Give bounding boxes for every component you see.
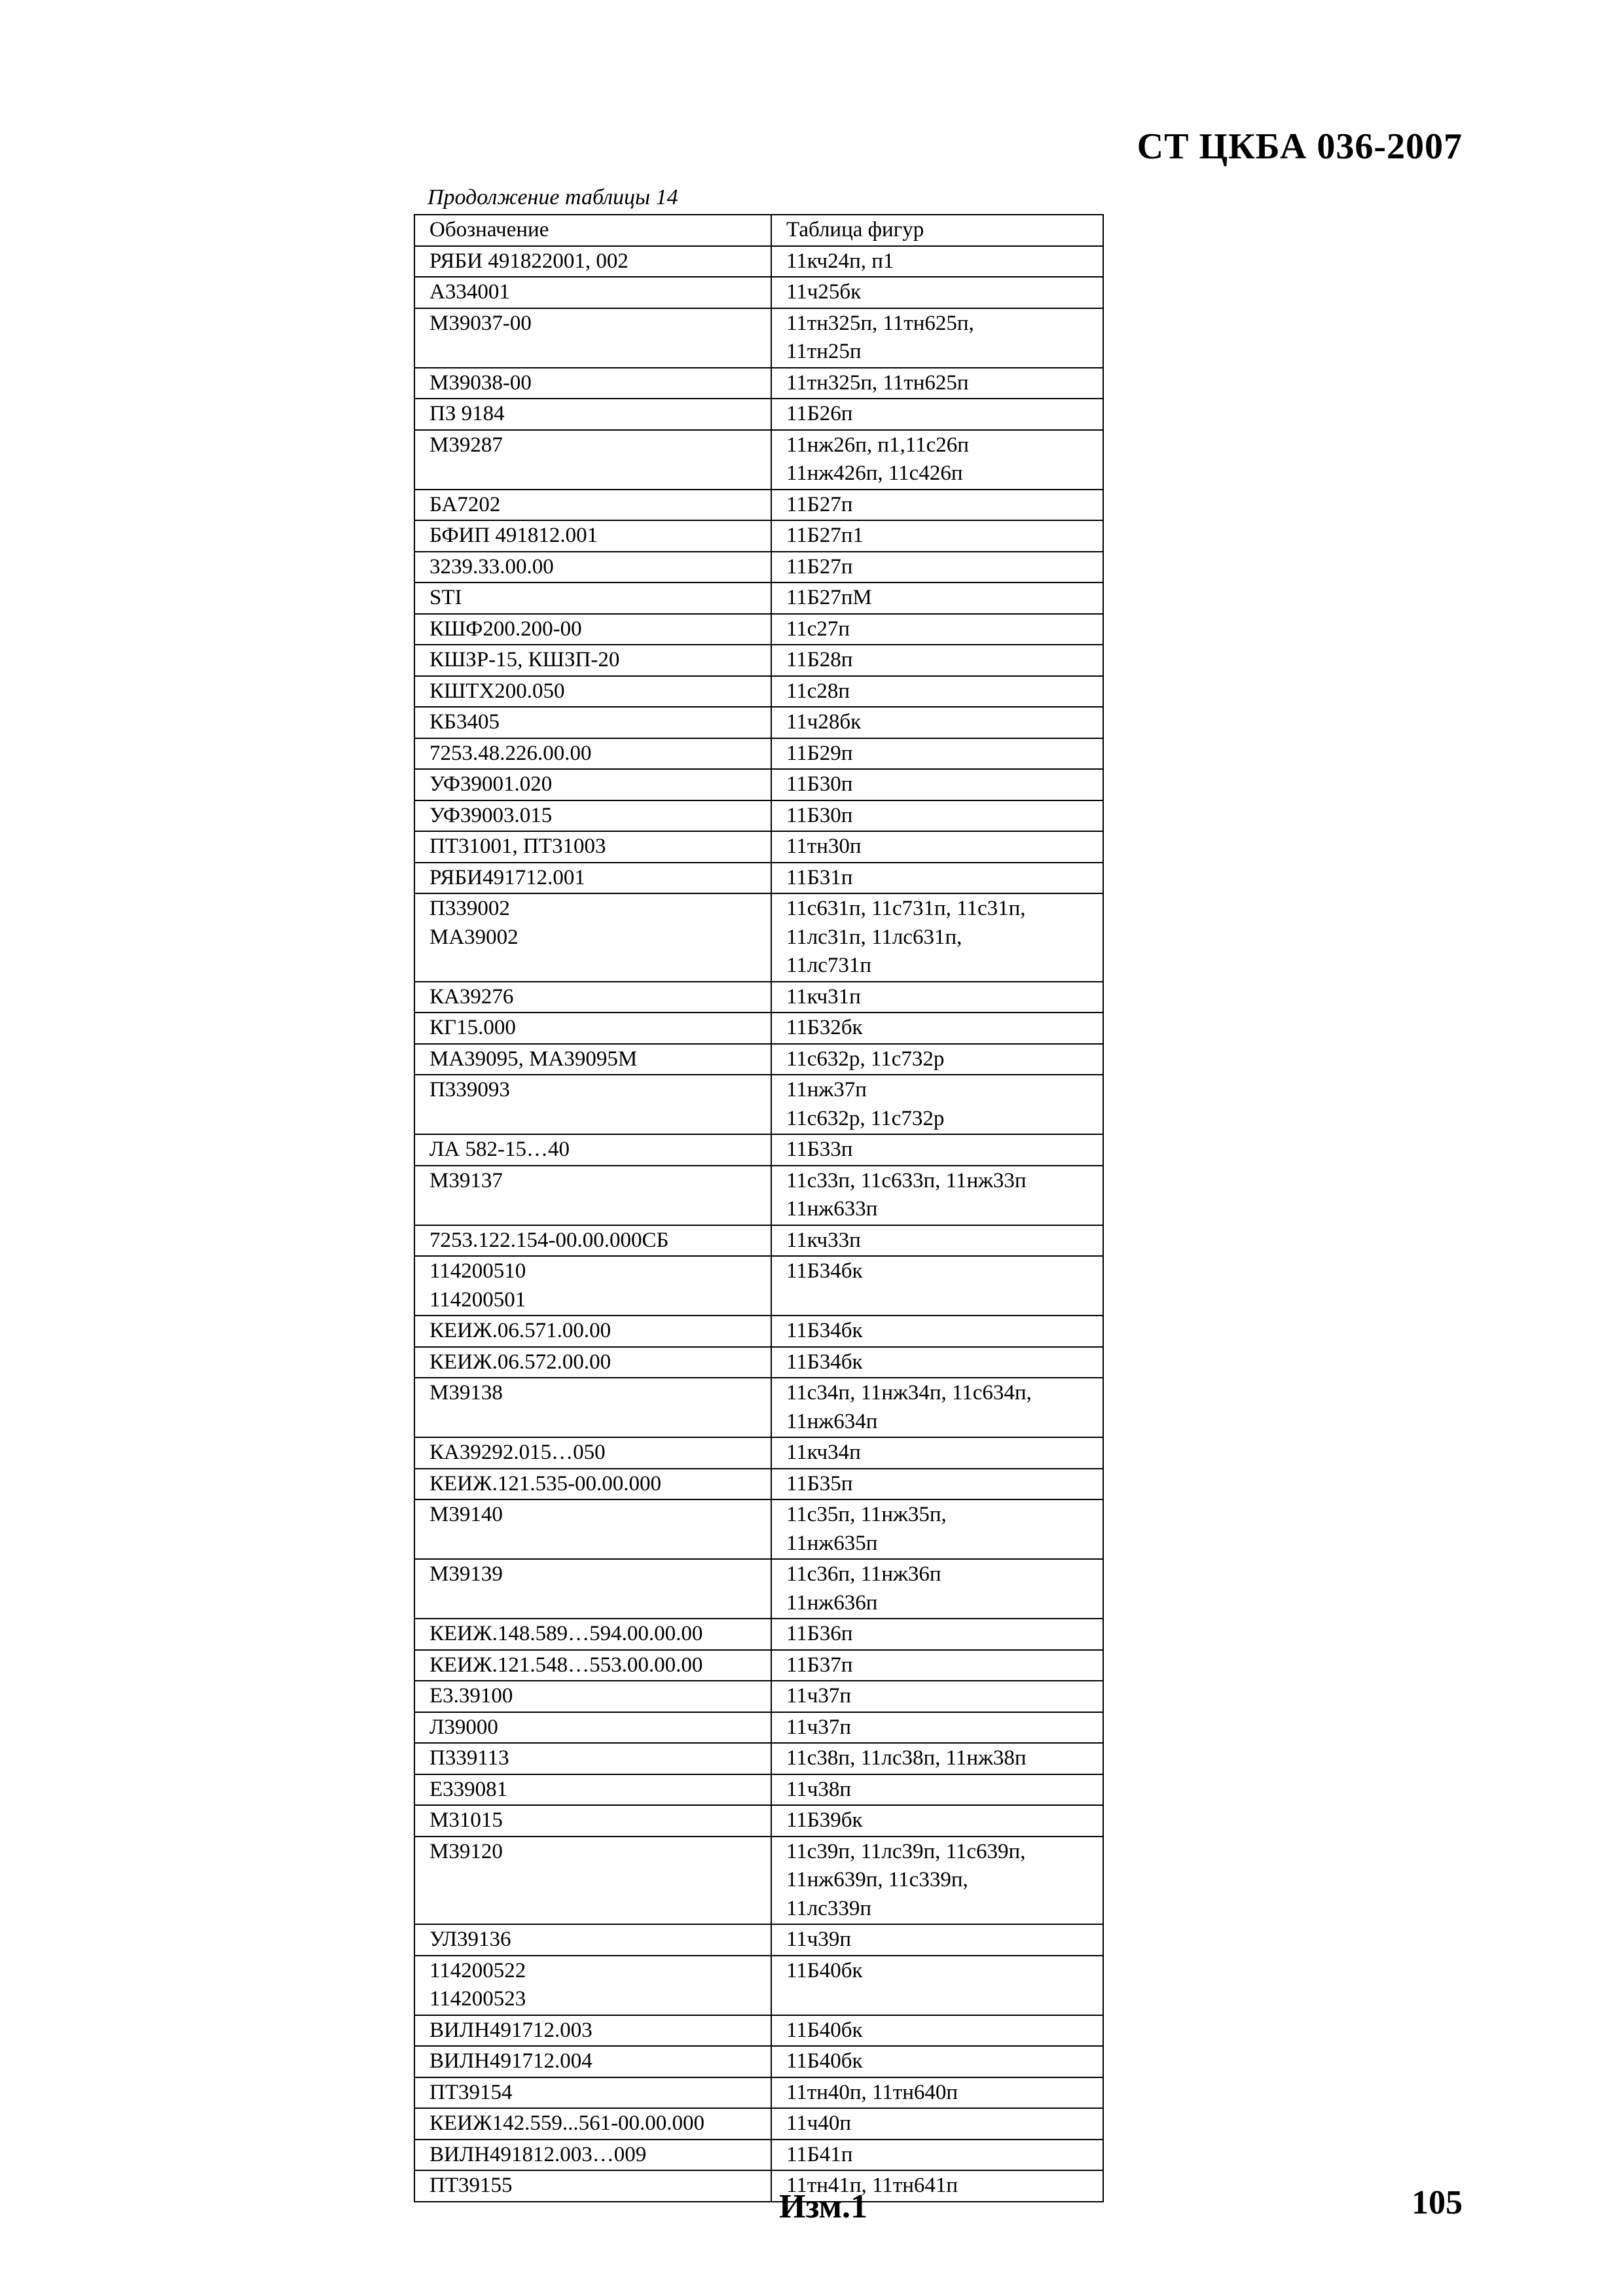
- designation-cell: ВИЛН491712.004: [414, 2046, 771, 2077]
- table-row: [414, 800, 1103, 832]
- designation-cell: М39120: [414, 1837, 771, 1925]
- table-row: [414, 1499, 1103, 1559]
- figure-table-cell: 11ч25бк: [771, 277, 1103, 308]
- figure-table-cell: 11тн325п, 11тн625п, 11тн25п: [771, 308, 1103, 368]
- figure-table-cell: 11с36п, 11нж36п 11нж636п: [771, 1559, 1103, 1619]
- figure-table-cell: 11тн30п: [771, 831, 1103, 863]
- table-row: [414, 430, 1103, 490]
- figure-table-cell: 11ч39п: [771, 1924, 1103, 1956]
- figure-table-cell: 11Б34бк: [771, 1347, 1103, 1378]
- designation-cell: ВИЛН491712.003: [414, 2015, 771, 2047]
- table-row: [414, 1225, 1103, 1257]
- figure-table-cell: 11тн325п, 11тн625п: [771, 368, 1103, 399]
- table-row: [414, 1437, 1103, 1469]
- figure-table-cell: 11кч34п: [771, 1437, 1103, 1469]
- table-row: [414, 1774, 1103, 1806]
- designation-cell: STI: [414, 583, 771, 614]
- designation-cell: КА39276: [414, 982, 771, 1013]
- designation-cell: КШЗР-15, КШЗП-20: [414, 645, 771, 676]
- designation-cell: ЛА 582-15…40: [414, 1134, 771, 1166]
- figure-table-cell: 11Б26п: [771, 399, 1103, 430]
- table-row: [414, 246, 1103, 278]
- table-row: [414, 583, 1103, 614]
- table-row: [414, 1837, 1103, 1925]
- table-row: [414, 1805, 1103, 1837]
- designation-cell: М39139: [414, 1559, 771, 1619]
- designation-cell: КЕИЖ.06.572.00.00: [414, 1347, 771, 1378]
- designation-cell: 3239.33.00.00: [414, 552, 771, 583]
- figure-table-cell: 11Б37п: [771, 1650, 1103, 1681]
- figure-table-cell: 11Б40бк: [771, 2015, 1103, 2047]
- table-row: [414, 2077, 1103, 2109]
- figure-table-cell: 11Б33п: [771, 1134, 1103, 1166]
- table-row: [414, 1619, 1103, 1650]
- table-row: [414, 982, 1103, 1013]
- table-row: [414, 893, 1103, 982]
- designation-cell: М39140: [414, 1499, 771, 1559]
- figure-table-cell: 11тн40п, 11тн640п: [771, 2077, 1103, 2109]
- table-row: [414, 1134, 1103, 1166]
- figure-table-cell: 11Б36п: [771, 1619, 1103, 1650]
- table-row: [414, 2140, 1103, 2171]
- table-row: [414, 676, 1103, 708]
- table-row: [414, 645, 1103, 676]
- table-row: [414, 1650, 1103, 1681]
- figure-table-cell: 11Б28п: [771, 645, 1103, 676]
- figure-table-cell: 11Б27пМ: [771, 583, 1103, 614]
- table-row: [414, 2170, 1103, 2202]
- figure-table-cell: 11с28п: [771, 676, 1103, 708]
- table-caption: Продолжение таблицы 14: [428, 185, 678, 209]
- table-row: [414, 1347, 1103, 1378]
- table-row: [414, 1256, 1103, 1316]
- table-row: [414, 614, 1103, 645]
- designation-cell: КБ3405: [414, 707, 771, 738]
- designation-cell: П339093: [414, 1075, 771, 1134]
- column-header-designation: Обозначение: [414, 215, 771, 246]
- table-row: [414, 1075, 1103, 1134]
- table-row: [414, 368, 1103, 399]
- table-row: [414, 308, 1103, 368]
- table-row: [414, 1956, 1103, 2015]
- table-row: [414, 2046, 1103, 2077]
- table-row: [414, 520, 1103, 552]
- designation-cell: БФИП 491812.001: [414, 520, 771, 552]
- column-header-figure-table: Таблица фигур: [771, 215, 1103, 246]
- figure-table-cell: 11с38п, 11лс38п, 11нж38п: [771, 1743, 1103, 1774]
- table-row: [414, 707, 1103, 738]
- figure-table-cell: 11Б27п: [771, 490, 1103, 521]
- table-row: [414, 738, 1103, 770]
- designation-cell: 7253.48.226.00.00: [414, 738, 771, 770]
- designation-cell: ПТ31001, ПТ31003: [414, 831, 771, 863]
- figure-table-cell: 11ч37п: [771, 1681, 1103, 1712]
- designation-cell: 7253.122.154-00.00.000СБ: [414, 1225, 771, 1257]
- figure-table-cell: 11Б41п: [771, 2140, 1103, 2171]
- figures-table: [414, 214, 1104, 2202]
- designation-cell: Л39000: [414, 1712, 771, 1744]
- designation-cell: КШТХ200.050: [414, 676, 771, 708]
- figure-table-cell: 11Б30п: [771, 800, 1103, 832]
- figure-table-cell: 11кч31п: [771, 982, 1103, 1013]
- figure-table-cell: 11ч37п: [771, 1712, 1103, 1744]
- figure-table-cell: 11с39п, 11лс39п, 11с639п, 11нж639п, 11с339п, 11лс339п: [771, 1837, 1103, 1925]
- table-row: [414, 1681, 1103, 1712]
- designation-cell: КЕИЖ142.559...561-00.00.000: [414, 2108, 771, 2140]
- figure-table-cell: 11с33п, 11с633п, 11нж33п 11нж633п: [771, 1166, 1103, 1225]
- table-row: [414, 1924, 1103, 1956]
- designation-cell: 114200510 114200501: [414, 1256, 771, 1316]
- table-row: [414, 1316, 1103, 1347]
- table-row: [414, 277, 1103, 308]
- table-row: [414, 831, 1103, 863]
- designation-cell: М39137: [414, 1166, 771, 1225]
- designation-cell: РЯБИ 491822001, 002: [414, 246, 771, 278]
- designation-cell: УЛ39136: [414, 1924, 771, 1956]
- table-row: [414, 490, 1103, 521]
- designation-cell: КЕИЖ.06.571.00.00: [414, 1316, 771, 1347]
- figure-table-cell: 11Б35п: [771, 1469, 1103, 1500]
- figure-table-cell: 11Б27п: [771, 552, 1103, 583]
- table-row: [414, 1013, 1103, 1044]
- designation-cell: ВИЛН491812.003…009: [414, 2140, 771, 2171]
- designation-cell: ПТ39155: [414, 2170, 771, 2202]
- figure-table-cell: 11тн41п, 11тн641п: [771, 2170, 1103, 2202]
- designation-cell: КГ15.000: [414, 1013, 771, 1044]
- figure-table-cell: 11нж26п, п1,11с26п 11нж426п, 11с426п: [771, 430, 1103, 490]
- table-row: [414, 1044, 1103, 1075]
- designation-cell: Е339081: [414, 1774, 771, 1806]
- figure-table-cell: 11ч28бк: [771, 707, 1103, 738]
- document-code: СТ ЦКБА 036-2007: [1137, 126, 1463, 167]
- figure-table-cell: 11Б31п: [771, 863, 1103, 894]
- figure-table-cell: 11с27п: [771, 614, 1103, 645]
- figure-table-cell: 11Б40бк: [771, 2046, 1103, 2077]
- table-row: [414, 1166, 1103, 1225]
- designation-cell: А334001: [414, 277, 771, 308]
- designation-cell: УФ39001.020: [414, 769, 771, 800]
- designation-cell: 114200522 114200523: [414, 1956, 771, 2015]
- designation-cell: МА39095, МА39095М: [414, 1044, 771, 1075]
- designation-cell: КШФ200.200-00: [414, 614, 771, 645]
- figure-table-cell: 11Б40бк: [771, 1956, 1103, 2015]
- table-row: [414, 552, 1103, 583]
- designation-cell: М39037-00: [414, 308, 771, 368]
- designation-cell: М39138: [414, 1378, 771, 1437]
- table-row: [414, 1378, 1103, 1437]
- designation-cell: П339113: [414, 1743, 771, 1774]
- figure-table-cell: 11нж37п 11с632р, 11с732р: [771, 1075, 1103, 1134]
- figure-table-cell: 11Б32бк: [771, 1013, 1103, 1044]
- designation-cell: КЕИЖ.121.548…553.00.00.00: [414, 1650, 771, 1681]
- designation-cell: КЕИЖ.121.535-00.00.000: [414, 1469, 771, 1500]
- table-row: [414, 399, 1103, 430]
- figure-table-cell: 11с34п, 11нж34п, 11с634п, 11нж634п: [771, 1378, 1103, 1437]
- table-row: [414, 2015, 1103, 2047]
- designation-cell: ПТ39154: [414, 2077, 771, 2109]
- table-row: [414, 863, 1103, 894]
- table-row: [414, 769, 1103, 800]
- designation-cell: Е3.39100: [414, 1681, 771, 1712]
- figure-table-cell: 11с35п, 11нж35п, 11нж635п: [771, 1499, 1103, 1559]
- designation-cell: БА7202: [414, 490, 771, 521]
- figure-table-cell: 11ч40п: [771, 2108, 1103, 2140]
- designation-cell: ПЗ 9184: [414, 399, 771, 430]
- figure-table-cell: 11с631п, 11с731п, 11с31п, 11лс31п, 11лс631п, 11лс731п: [771, 893, 1103, 982]
- figure-table-cell: 11кч24п, п1: [771, 246, 1103, 278]
- figure-table-cell: 11Б29п: [771, 738, 1103, 770]
- table-row: [414, 1469, 1103, 1500]
- designation-cell: УФ39003.015: [414, 800, 771, 832]
- figure-table-cell: 11Б39бк: [771, 1805, 1103, 1837]
- designation-cell: М39038-00: [414, 368, 771, 399]
- figure-table-cell: 11Б30п: [771, 769, 1103, 800]
- designation-cell: РЯБИ491712.001: [414, 863, 771, 894]
- table-body: [414, 246, 1103, 2202]
- figure-table-cell: 11с632р, 11с732р: [771, 1044, 1103, 1075]
- designation-cell: КЕИЖ.148.589…594.00.00.00: [414, 1619, 771, 1650]
- figure-table-cell: 11ч38п: [771, 1774, 1103, 1806]
- figure-table-cell: 11Б34бк: [771, 1256, 1103, 1316]
- designation-cell: П339002 МА39002: [414, 893, 771, 982]
- figure-table-cell: 11кч33п: [771, 1225, 1103, 1257]
- table-row: [414, 1712, 1103, 1744]
- table-row: [414, 1743, 1103, 1774]
- table-row: [414, 1559, 1103, 1619]
- revision-label: Изм.1: [779, 2188, 868, 2225]
- table-row: [414, 2108, 1103, 2140]
- designation-cell: М31015: [414, 1805, 771, 1837]
- designation-cell: КА39292.015…050: [414, 1437, 771, 1469]
- table-header-row: [414, 215, 1103, 246]
- figure-table-cell: 11Б34бк: [771, 1316, 1103, 1347]
- figure-table-cell: 11Б27п1: [771, 520, 1103, 552]
- designation-cell: М39287: [414, 430, 771, 490]
- page-number: 105: [1412, 2184, 1463, 2221]
